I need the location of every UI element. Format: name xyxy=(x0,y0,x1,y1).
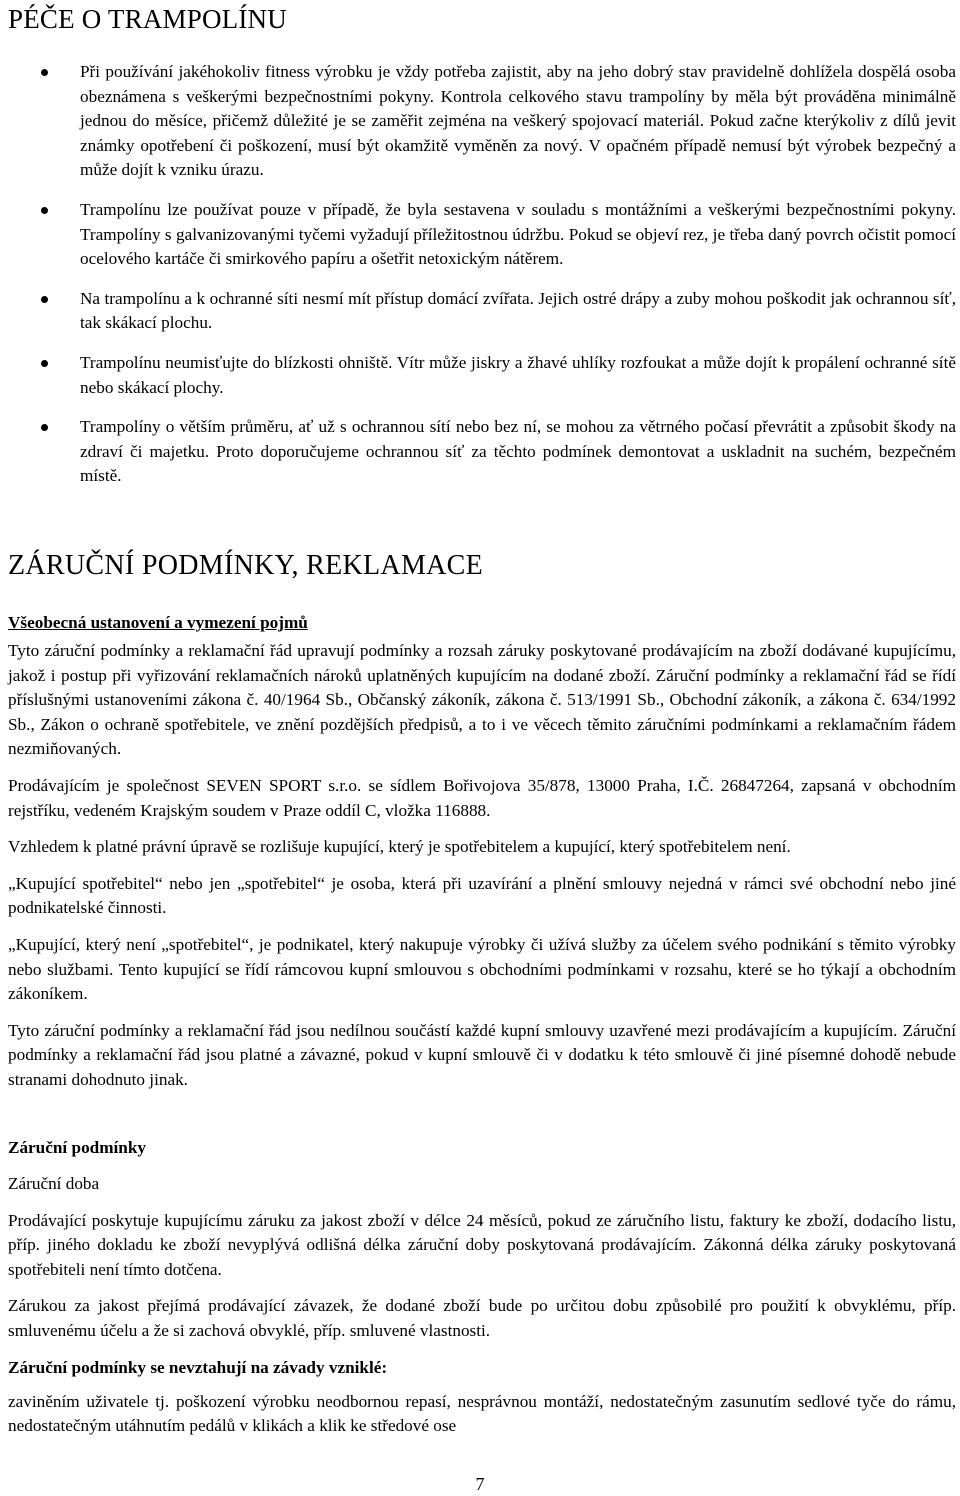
section-heading-warranty: ZÁRUČNÍ PODMÍNKY, REKLAMACE xyxy=(8,550,484,581)
bullet-icon xyxy=(41,69,48,76)
list-item-text: Na trampolínu a k ochranné síti nesmí mít přístup domácí zvířata. Jejich ostré drápy a zuby mohou poškodit jak ochrannou síť, tak skákací plochu. xyxy=(80,288,956,333)
paragraph: „Kupující spotřebitel“ nebo jen „spotřebitel“ je osoba, která při uzavírání a plnění smlouvy nejedná v rámci své obchodní nebo jiné podnikatelské činnosti. xyxy=(8,873,956,918)
paragraph: Tyto záruční podmínky a reklamační řád upravují podmínky a rozsah záruky poskytované prodávajícím na zboží dodávané kupujícímu, jakož i postup při vyřizování reklamačních nároků uplatněných kupujícím na dodané zboží. Záruční podmínky a reklamační řád se řídí příslušnými ustanoveními zákona č. 40/1964 Sb., Občanský zákoník, zákona č. 513/1991 Sb., Obchodní zákoník, a zákona č. 634/1992 Sb., Zákon o ochraně spotřebitele, ve znění pozdějších předpisů, a to i ve věcech těmito záručními podmínkami a reklamačním řádem nezmiňovaných. xyxy=(8,641,956,759)
list-item xyxy=(8,415,956,489)
care-instructions-list xyxy=(8,60,956,504)
bullet-icon xyxy=(41,296,48,303)
paragraph: Zárukou za jakost přejímá prodávající závazek, že dodané zboží bude po určitou dobu způsobilé pro použití k obvyklému, příp. smluvenému účelu a že si zachová obvyklé, příp. smluvené vlastnosti. xyxy=(8,1296,956,1340)
bullet-icon xyxy=(41,360,48,367)
exclusions-heading: Záruční podmínky se nevztahují na závady vzniklé: xyxy=(8,1357,388,1377)
paragraph: Prodávající poskytuje kupujícímu záruku za jakost zboží v délce 24 měsíců, pokud ze záručního listu, faktury ke zboží, dodacího listu, příp. jiného dokladu ke zboží nevyplývá odlišná délka záruční doby poskytovaná prodávajícím. Zákonná délka záruky poskytovaná spotřebiteli není tímto dotčena. xyxy=(8,1210,956,1279)
list-item xyxy=(8,351,956,400)
list-item xyxy=(8,60,956,183)
subsection-subheading: Záruční doba xyxy=(8,1174,100,1193)
bullet-icon xyxy=(41,207,48,214)
list-item xyxy=(8,287,956,336)
general-provisions xyxy=(8,611,956,1093)
list-item-text: Trampolíny o větším průměru, ať už s ochrannou sítí nebo bez ní, se mohou za větrného počasí převrátit a způsobit škody na zdraví či majetku. Proto doporučujeme ochrannou síť za těchto podmínek demontovat a uskladnit na suchém, bezpečném místě. xyxy=(80,417,956,486)
paragraph: Prodávajícím je společnost SEVEN SPORT s.r.o. se sídlem Bořivojova 35/878, 13000 Praha, I.Č. 26847264, zapsaná v obchodním rejstříku, vedeném Krajským soudem v Praze oddíl C, vložka 116888. xyxy=(8,775,956,820)
list-item-text: Při používání jakéhokoliv fitness výrobku je vždy potřeba zajistit, aby na jeho dobrý stav pravidelně dohlížela dospělá osoba obeznámena s veškerými bezpečnostními pokyny. Kontrola celkového stavu trampolíny by měla být prováděna minimálně jednou do měsíce, přičemž důležité je se zaměřit zejména na veškerý spojovací materiál. Pokud začne kterýkoliv z dílů jevit známky opotřebení či poškození, musí být okamžitě vyměněn za nový. V opačném případě nemusí být výrobek bezpečný a může dojít k vzniku úrazu. xyxy=(80,62,956,180)
paragraph: zaviněním uživatele tj. poškození výrobku neodbornou repasí, nesprávnou montáží, nedostatečným zasunutím sedlové tyče do rámu, nedostatečným utáhnutím pedálů v klikách a klik ke středové ose xyxy=(8,1391,956,1436)
subsection-heading: Záruční podmínky xyxy=(8,1138,147,1157)
bullet-icon xyxy=(41,424,48,431)
page-number: 7 xyxy=(475,1474,485,1494)
list-item xyxy=(8,198,956,272)
paragraph: Vzhledem k platné právní úpravě se rozlišuje kupující, který je spotřebitelem a kupující, který spotřebitelem není. xyxy=(8,837,791,857)
list-item-text: Trampolínu lze používat pouze v případě, že byla sestavena v souladu s montážními a veškerými bezpečnostními pokyny. Trampolíny s galvanizovanými tyčemi vyžadují příležitostnou údržbu. Pokud se objeví rez, je třeba daný povrch očistit pomocí ocelového kartáče či smirkového papíru a ošetřit netoxickým nátěrem. xyxy=(80,199,956,269)
page-title: PÉČE O TRAMPOLÍNU xyxy=(8,4,287,34)
paragraph: „Kupující, který není „spotřebitel“, je podnikatel, který nakupuje výrobky či užívá služby za účelem svého podnikání s těmito výrobky nebo službami. Tento kupující se řídí rámcovou kupní smlouvou s obchodními podmínkami v rozsahu, které se ho týkají a obchodním zákoníkem. xyxy=(8,934,956,1004)
subsection-heading: Všeobecná ustanovení a vymezení pojmů xyxy=(8,613,308,632)
warranty-conditions xyxy=(8,1136,956,1439)
paragraph: Tyto záruční podmínky a reklamační řád jsou nedílnou součástí každé kupní smlouvy uzavřené mezi prodávajícím a kupujícím. Záruční podmínky a reklamační řád jsou platné a závazné, pokud v kupní smlouvě či v dodatku k této smlouvě či jiné písemné dohodě nebude stranami dohodnuto jinak. xyxy=(8,1020,956,1089)
list-item-text: Trampolínu neumisťujte do blízkosti ohniště. Vítr může jiskry a žhavé uhlíky rozfoukat a může dojít k propálení ochranné sítě nebo skákací plochy. xyxy=(80,352,956,397)
